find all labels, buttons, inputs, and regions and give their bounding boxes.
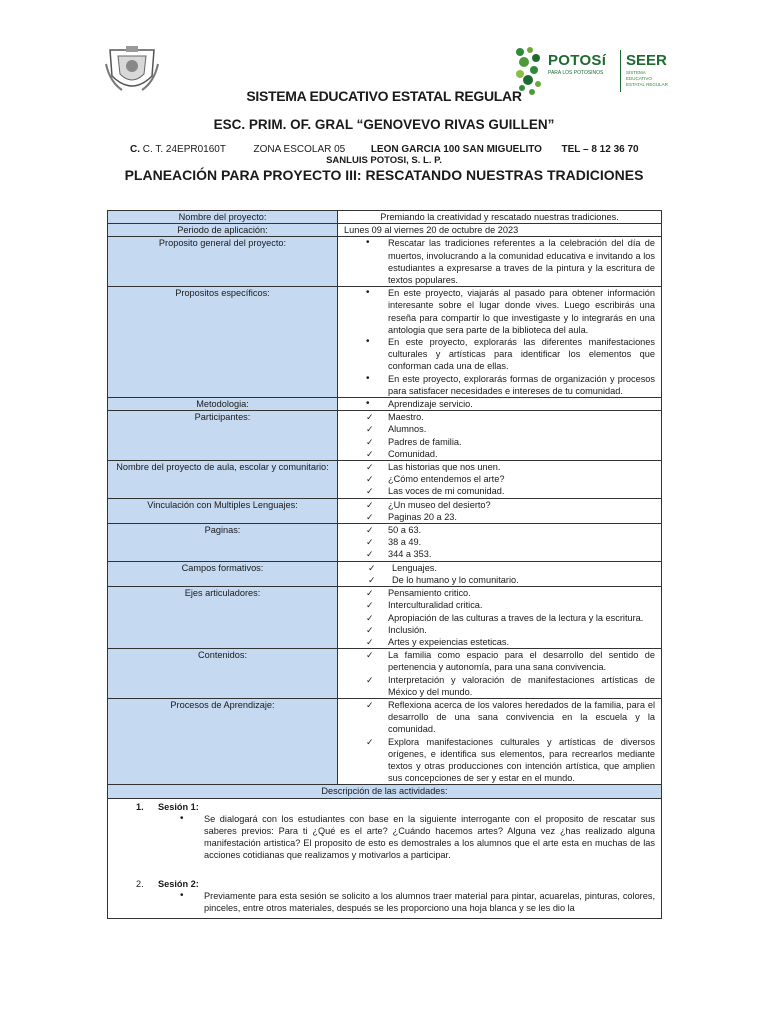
row-periodo [108,224,662,237]
row-metodologia [108,398,662,411]
label-procesos: Procesos de Aprendizaje: [108,698,338,784]
list-item: ✓ Comunidad. [338,448,661,460]
project-heading: PLANEACIÓN PARA PROYECTO III: RESCATANDO NUESTRAS TRADICIONES [124,167,644,183]
procesos-list [338,699,661,784]
potosi-tagline: PARA LOS POTOSINOS [548,70,604,76]
propositos-especificos-list [338,287,661,397]
school-name: ESC. PRIM. OF. GRAL “GENOVEVO RIVAS GUILLEN” [213,117,555,132]
label-propositos-especificos: Propositos específicos: [108,287,338,398]
list-item: ✓ Apropiación de las culturas a traves de la lectura y la escritura. [338,612,661,624]
school-address: LEON GARCIA 100 SAN MIGUELITO [370,144,542,155]
row-ejes [108,587,662,649]
label-participantes: Participantes: [108,411,338,461]
label-vinculacion: Vinculación con Multiples Lenguajes: [108,498,338,523]
list-item: • En este proyecto, explorarás las diferentes manifestaciones culturales y artísticas para identificar los elementos que conforman cada una de ellas. [338,336,661,373]
session-2-label: Sesión 2: [158,878,199,889]
session-2-title [108,878,661,890]
session-1-number: 1. [136,801,144,812]
row-contenidos [108,649,662,699]
label-proposito-general: Proposito general del proyecto: [108,237,338,287]
label-nombre: Nombre del proyecto: [108,211,338,224]
paginas-list [338,524,661,561]
participantes-list [338,411,661,460]
seer-tagline: SISTEMA EDUCATIVO ESTATAL REGULAR [626,70,668,87]
cct-prefix: C. [130,144,140,155]
session-2-number: 2. [136,878,144,889]
row-propositos-especificos [108,287,662,398]
potosi-wordmark: POTOSí [548,52,607,69]
label-campos: Campos formativos: [108,561,338,586]
label-ejes: Ejes articuladores: [108,587,338,649]
list-item: ✓ Las voces de mi comunidad. [338,485,661,497]
list-item: ✓ 344 a 353. [338,548,661,560]
list-item: • Rescatar las tradiciones referentes a la celebración del día de muertos, involucrando a la comunidad educativa e invitando a los estudiantes a expresarse a traves de la pintura y la escritura de textos populares. [338,237,661,286]
zona-escolar: ZONA ESCOLAR 05 [253,144,346,155]
list-item: ✓ Las historias que nos unen. [338,461,661,473]
value-nombre: Premiando la creatividad y rescatado nuestras tradiciones. [338,211,662,224]
contenidos-list [338,649,661,698]
list-item: ✓ 38 a 49. [338,536,661,548]
list-item: ✓ Inclusión. [338,624,661,636]
list-item: ✓ 50 a 63. [338,524,661,536]
list-item: • En este proyecto, viajarás al pasado para obtener información interesante sobre el lugar donde vives. Luego escribirás una reseña para compartir lo que investigaste y lo integrarás en una antologia que sera parte de la biblioteca del aula. [338,287,661,336]
label-nombre-aula: Nombre del proyecto de aula, escolar y comunitario: [108,461,338,499]
planning-table [107,210,662,919]
row-vinculacion [108,498,662,523]
list-item: ✓ De lo humano y lo comunitario. [338,574,661,586]
system-title: SISTEMA EDUCATIVO ESTATAL REGULAR [246,88,522,104]
ejes-list [338,587,661,648]
list-item: ✓ Explora manifestaciones culturales y artísticas de diversos orígenes, e identifica sus elementos, para recrearlos mediante textos y otras producciones con intención artística, que amplien sus concepciones de ser y estar en el mundo. [338,736,661,785]
list-item: ✓ Maestro. [338,411,661,423]
list-item: ✓ Padres de familia. [338,436,661,448]
cct-value: C. T. 24EPR0160T [142,144,226,155]
school-city: SANLUIS POTOSI, S. L. P. [326,155,442,166]
logo-divider [620,50,621,92]
session-1-title [108,801,661,813]
session-1-label: Sesión 1: [158,801,199,812]
row-paginas [108,524,662,562]
row-proposito-general [108,237,662,287]
label-paginas: Paginas: [108,524,338,562]
school-phone: TEL – 8 12 36 70 [561,144,639,155]
list-item: ✓ Alumnos. [338,423,661,435]
list-item: ✓ Interpretación y valoración de manifestaciones artísticas de México y del mundo. [338,674,661,698]
row-nombre [108,211,662,224]
list-item: • Aprendizaje servicio. [338,398,661,410]
session-1-text: • Se dialogará con los estudiantes con base en la siguiente interrogante con el proposito de rescatar sus saberes previos: Para ti ¿Qué es el arte? ¿Cuándo hacemos artes? Alguna vez ¿has realizado alguna manifestación artistica? El proposito de esto es demostrales a los alumnos que el arte esta en muchas de las acciones cotidianas que realizamos y motivarlos a participar. [108,813,661,862]
value-periodo: Lunes 09 al viernes 20 de octubre de 2023 [338,224,662,237]
session-2-text: • Previamente para esta sesión se solicito a los alumnos traer material para pintar, acuarelas, pinturas, colores, pinceles, entre otros materiales, después se les proporciono una hoja blanca y se les dio la [108,890,661,914]
proposito-general-list [338,237,661,286]
descripcion-header: Descripción de las actividades: [108,785,662,798]
list-item: ✓ ¿Un museo del desierto? [338,499,661,511]
row-descripcion-header [108,785,662,798]
metodologia-list [338,398,661,410]
school-info-line [130,144,639,155]
list-item: ✓ Paginas 20 a 23. [338,511,661,523]
list-item: • En este proyecto, explorarás formas de organización y procesos para satisfacer necesidades e intereses de tu comunidad. [338,373,661,397]
campos-list [338,562,661,586]
list-item: ✓ Lenguajes. [338,562,661,574]
row-participantes [108,411,662,461]
nombre-aula-list [338,461,661,498]
label-periodo: Periodo de aplicación: [108,224,338,237]
row-sessions [108,798,662,919]
row-nombre-aula [108,461,662,499]
row-campos [108,561,662,586]
list-item: ✓ Reflexiona acerca de los valores heredados de la familia, para el desarrollo de una sana convivencia en la escuela y la comunidad. [338,699,661,736]
seer-wordmark: SEER [626,52,667,69]
label-metodologia: Metodologia: [108,398,338,411]
list-item: ✓ Pensamiento critico. [338,587,661,599]
vinculacion-list [338,499,661,523]
row-procesos [108,698,662,784]
list-item: ✓ Interculturalidad critica. [338,599,661,611]
list-item: ✓ Artes y expeiencias esteticas. [338,636,661,648]
label-contenidos: Contenidos: [108,649,338,699]
list-item: ✓ ¿Cómo entendemos el arte? [338,473,661,485]
list-item: ✓ La familia como espacio para el desarrollo del sentido de pertenencia y autonomía, para una sana convivencia. [338,649,661,673]
